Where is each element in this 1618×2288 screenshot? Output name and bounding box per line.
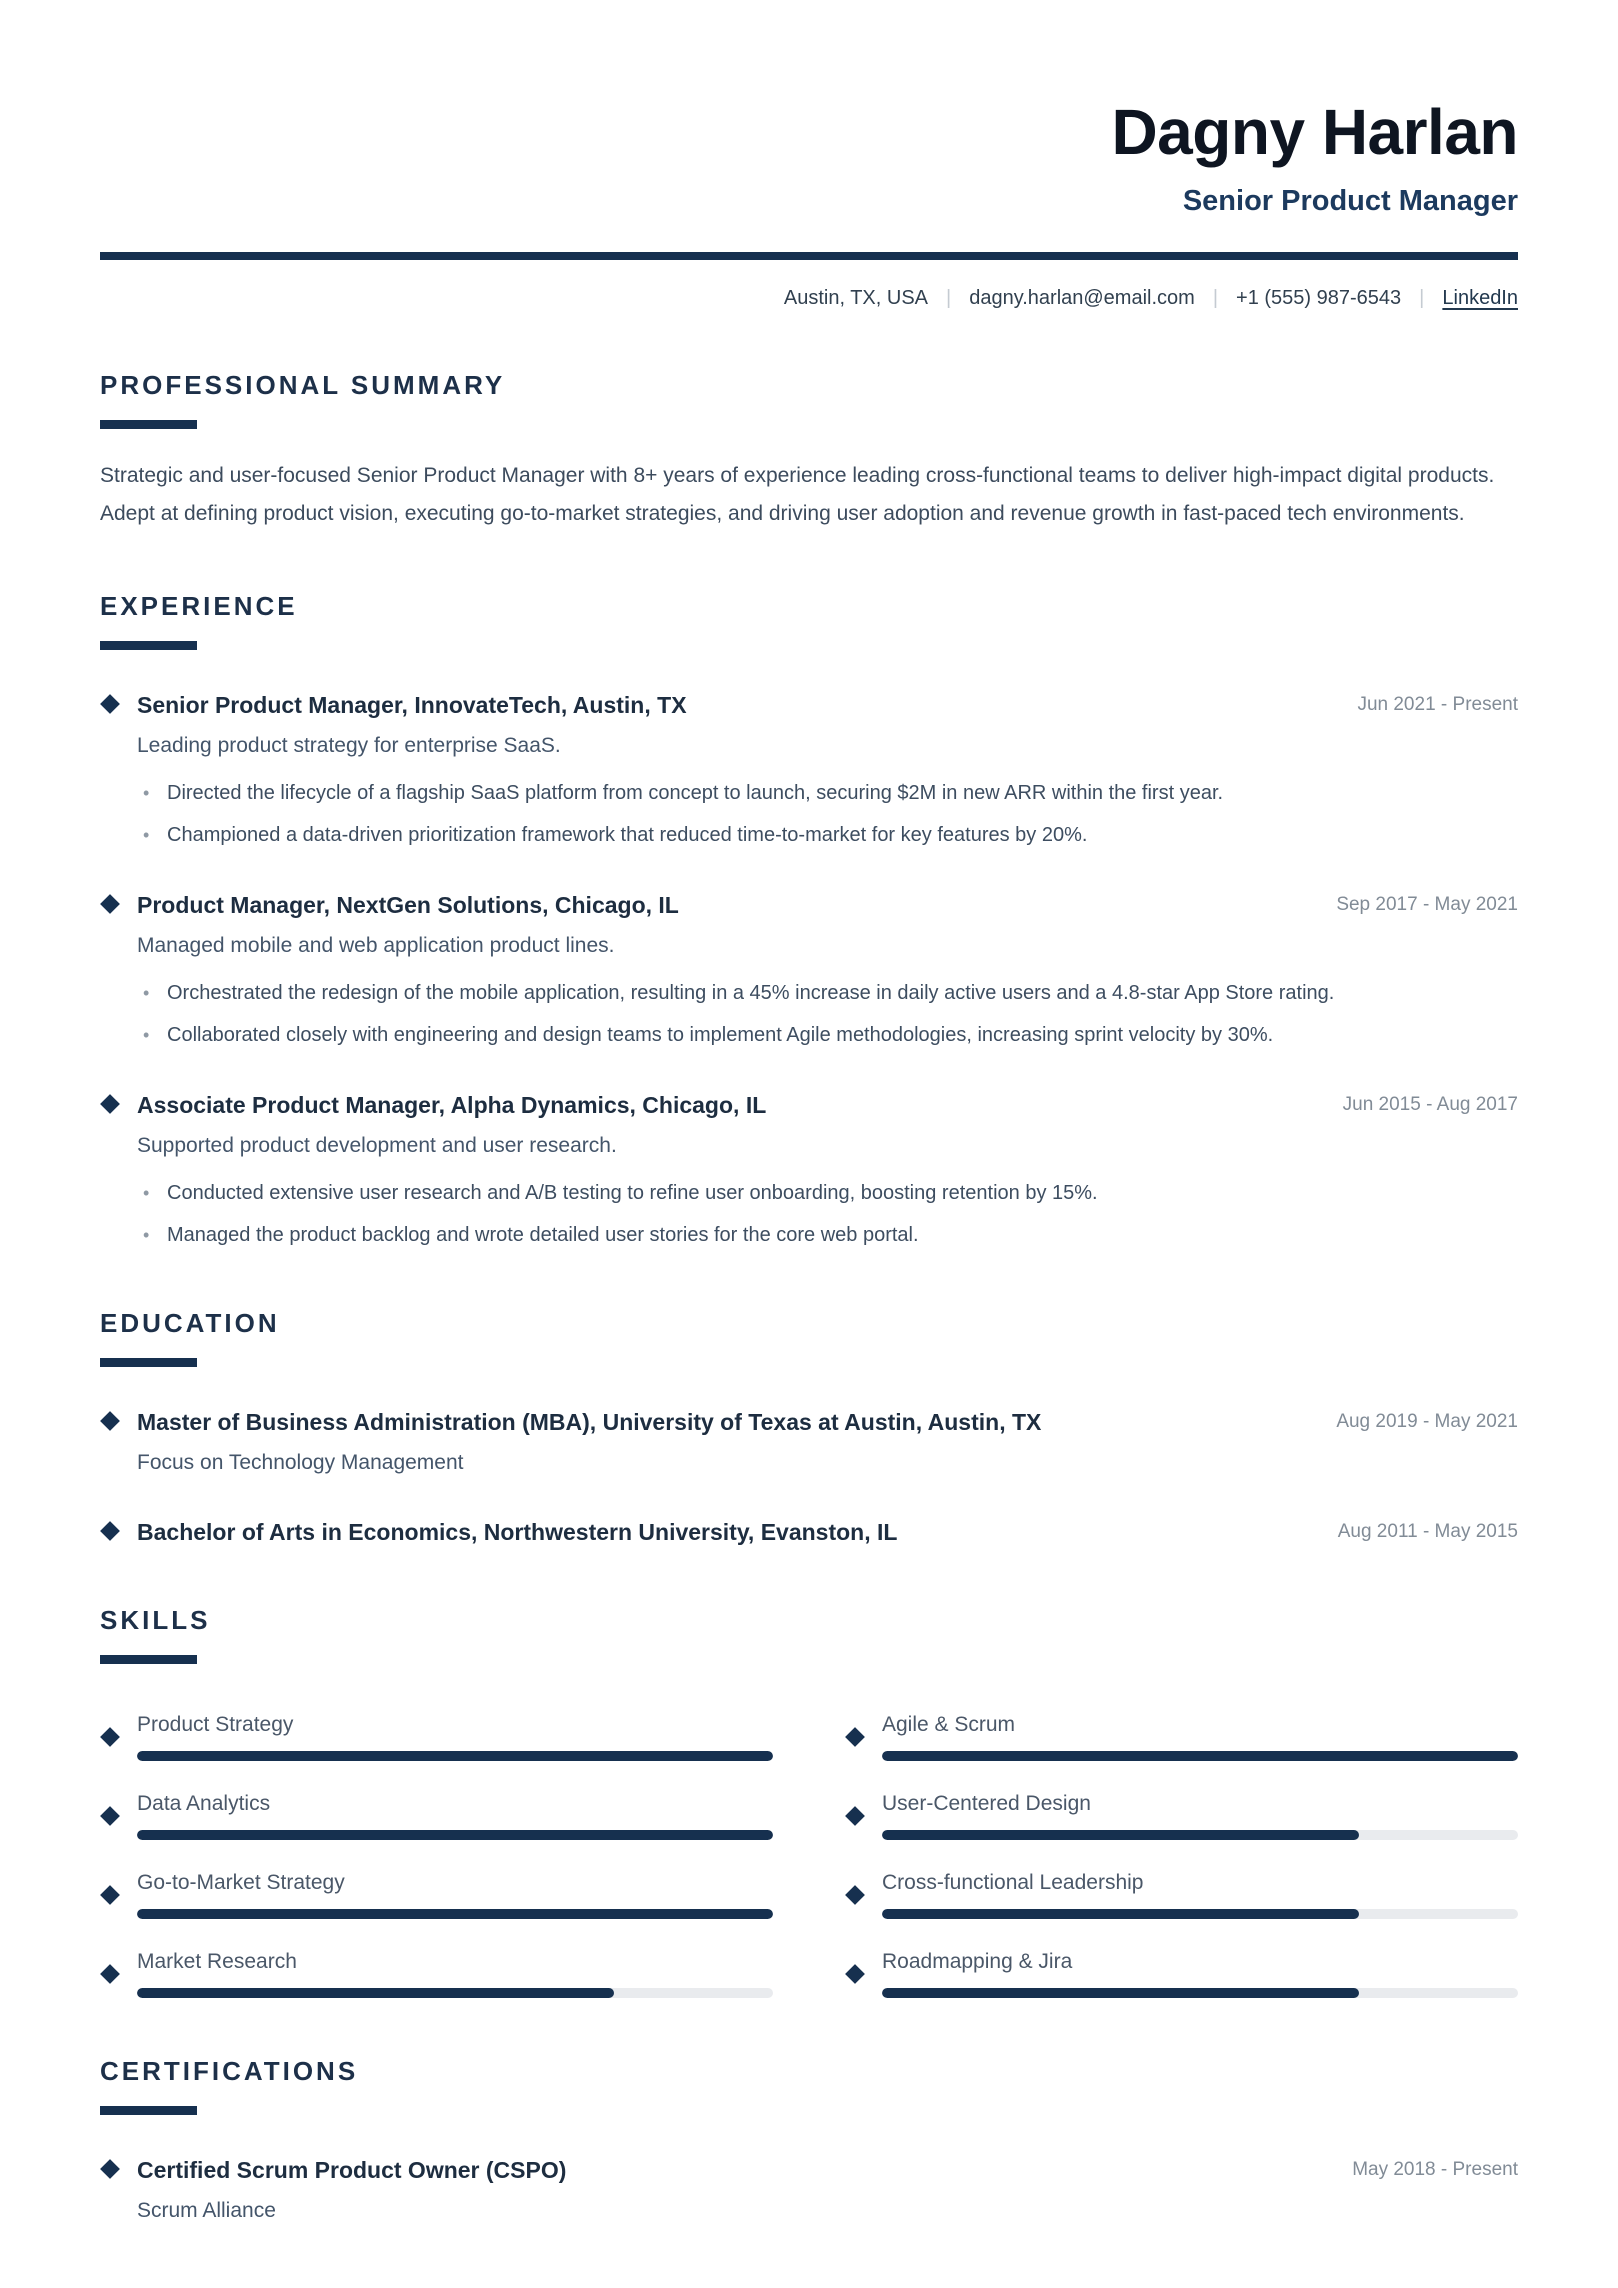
- skill-progress-fill: [137, 1909, 773, 1919]
- contact-separator: |: [1419, 287, 1425, 309]
- summary-paragraph: Strategic and user-focused Senior Product Manager with 8+ years of experience leading cross-functional teams to deliver high-impact digital products. Adept at defining product vision, executing go-to-market strategies, and driving user adoption and revenue growth in fast-paced tech environments.: [100, 464, 1495, 525]
- diamond-bullet-icon: [100, 2159, 120, 2179]
- entry-head: [100, 2155, 1518, 2185]
- skill-progress-track: [137, 1830, 773, 1840]
- section-heading: CERTIFICATIONS: [100, 2056, 359, 2086]
- skill-progress-track: [882, 1909, 1518, 1919]
- skill-item: [845, 1791, 1518, 1840]
- section-heading-underline: [100, 420, 197, 429]
- entry-subtitle: Managed mobile and web application product lines.: [137, 934, 615, 957]
- certification-entry: [100, 2155, 1518, 2225]
- skills-grid: [100, 1712, 1518, 1998]
- entry-subtitle: Scrum Alliance: [137, 2199, 276, 2222]
- diamond-bullet-icon: [100, 1094, 120, 1114]
- skill-label: Agile & Scrum: [882, 1713, 1016, 1736]
- skill-label: Data Analytics: [137, 1792, 271, 1815]
- skill-progress-fill: [882, 1988, 1359, 1998]
- skill-item: [100, 1791, 773, 1840]
- skill-progress-track: [137, 1909, 773, 1919]
- contact-separator: |: [946, 287, 952, 309]
- section-heading-underline: [100, 641, 197, 650]
- entry-head: [100, 890, 1518, 920]
- section-heading: PROFESSIONAL SUMMARY: [100, 370, 506, 400]
- person-name: Dagny Harlan: [1111, 96, 1518, 168]
- diamond-bullet-icon: [100, 1521, 120, 1541]
- education-entry: [100, 1517, 1518, 1547]
- entry-head: [100, 1407, 1518, 1437]
- skill-progress-fill: [137, 1751, 773, 1761]
- contact-separator: |: [1212, 287, 1219, 309]
- section-education: [100, 1308, 1518, 1547]
- contact-row: [100, 284, 1518, 312]
- skill-item: [845, 1949, 1518, 1998]
- skill-item: [100, 1870, 773, 1919]
- skill-progress-track: [882, 1751, 1518, 1761]
- skill-label: Market Research: [137, 1950, 297, 1973]
- section-experience: [100, 591, 1518, 1250]
- entry-bullet: • Managed the product backlog and wrote detailed user stories for the core web portal.: [141, 1220, 1518, 1250]
- entry-bullet: • Championed a data-driven prioritization framework that reduced time-to-market for key features by 20%.: [141, 820, 1518, 850]
- entry-date: Jun 2021 - Present: [1357, 694, 1518, 715]
- resume-header: [100, 94, 1518, 312]
- skill-item: [845, 1712, 1518, 1761]
- entry-title: Senior Product Manager, InnovateTech, Austin, TX: [137, 692, 687, 718]
- entry-bullet: • Orchestrated the redesign of the mobile application, resulting in a 45% increase in daily active users and a 4.8-star App Store rating.: [141, 978, 1518, 1008]
- diamond-bullet-icon: [100, 1964, 120, 1984]
- experience-entry: [100, 690, 1518, 850]
- diamond-bullet-icon: [100, 1885, 120, 1905]
- skill-progress-track: [137, 1751, 773, 1761]
- linkedin-link[interactable]: LinkedIn: [1442, 287, 1518, 309]
- section-heading-underline: [100, 1358, 197, 1367]
- entry-date: Aug 2011 - May 2015: [1337, 1521, 1518, 1542]
- experience-entry: [100, 890, 1518, 1050]
- skill-label: User-Centered Design: [882, 1792, 1091, 1815]
- diamond-bullet-icon: [100, 1411, 120, 1431]
- entry-title: Associate Product Manager, Alpha Dynamics, Chicago, IL: [137, 1092, 767, 1118]
- skill-item: [100, 1712, 773, 1761]
- skill-progress-fill: [882, 1751, 1518, 1761]
- skill-label: Roadmapping & Jira: [882, 1950, 1073, 1973]
- contact-email: dagny.harlan@email.com: [969, 287, 1195, 309]
- skill-progress-fill: [882, 1830, 1359, 1840]
- diamond-bullet-icon: [845, 1964, 865, 1984]
- entry-title: Master of Business Administration (MBA), University of Texas at Austin, Austin, TX: [137, 1409, 1042, 1435]
- contact-phone: +1 (555) 987-6543: [1236, 287, 1402, 309]
- skill-item: [845, 1870, 1518, 1919]
- section-heading: SKILLS: [100, 1605, 211, 1635]
- section-heading-underline: [100, 1655, 197, 1664]
- skill-progress-fill: [137, 1830, 773, 1840]
- entry-head: [100, 1090, 1518, 1120]
- entry-subtitle: Focus on Technology Management: [137, 1451, 464, 1474]
- skill-progress-track: [882, 1988, 1518, 1998]
- section-heading: EDUCATION: [100, 1308, 280, 1338]
- section-heading: EXPERIENCE: [100, 591, 298, 621]
- skill-progress-track: [137, 1988, 773, 1998]
- section-heading-underline: [100, 2106, 197, 2115]
- entry-title: Certified Scrum Product Owner (CSPO): [137, 2157, 567, 2183]
- entry-date: Jun 2015 - Aug 2017: [1342, 1094, 1518, 1115]
- diamond-bullet-icon: [845, 1806, 865, 1826]
- entry-date: Sep 2017 - May 2021: [1336, 894, 1518, 915]
- entry-title: Product Manager, NextGen Solutions, Chicago, IL: [137, 892, 679, 918]
- skill-progress-fill: [882, 1909, 1359, 1919]
- entry-subtitle: Supported product development and user research.: [137, 1134, 617, 1157]
- skill-label: Cross-functional Leadership: [882, 1871, 1144, 1894]
- skill-progress-track: [882, 1830, 1518, 1840]
- entry-head: [100, 690, 1518, 720]
- entry-bullet: • Directed the lifecycle of a flagship SaaS platform from concept to launch, securing $2M in new ARR within the first year.: [141, 778, 1518, 808]
- diamond-bullet-icon: [100, 1727, 120, 1747]
- skill-item: [100, 1949, 773, 1998]
- entry-subtitle: Leading product strategy for enterprise SaaS.: [137, 734, 561, 757]
- experience-entry: [100, 1090, 1518, 1250]
- diamond-bullet-icon: [100, 694, 120, 714]
- entry-bullet-list: [141, 1178, 1518, 1250]
- diamond-bullet-icon: [100, 1806, 120, 1826]
- entry-date: Aug 2019 - May 2021: [1336, 1411, 1518, 1432]
- header-divider: [100, 252, 1518, 260]
- diamond-bullet-icon: [100, 894, 120, 914]
- entry-date: May 2018 - Present: [1352, 2159, 1518, 2180]
- education-entry: [100, 1407, 1518, 1477]
- diamond-bullet-icon: [845, 1885, 865, 1905]
- section-skills: [100, 1605, 1518, 1998]
- entry-head: [100, 1517, 1518, 1547]
- entry-bullet: • Collaborated closely with engineering and design teams to implement Agile methodologies, increasing sprint velocity by 30%.: [141, 1020, 1518, 1050]
- diamond-bullet-icon: [845, 1727, 865, 1747]
- skill-label: Product Strategy: [137, 1713, 294, 1736]
- entry-title: Bachelor of Arts in Economics, Northwestern University, Evanston, IL: [137, 1519, 898, 1545]
- skill-label: Go-to-Market Strategy: [137, 1871, 345, 1894]
- person-job-title: Senior Product Manager: [1182, 185, 1518, 217]
- section-professional-summary: [100, 370, 1518, 533]
- entry-bullet-list: [141, 778, 1518, 850]
- entry-bullet-list: [141, 978, 1518, 1050]
- section-certifications: [100, 2056, 1518, 2225]
- entry-bullet: • Conducted extensive user research and A/B testing to refine user onboarding, boosting retention by 15%.: [141, 1178, 1518, 1208]
- contact-location: Austin, TX, USA: [783, 287, 929, 309]
- skill-progress-fill: [137, 1988, 614, 1998]
